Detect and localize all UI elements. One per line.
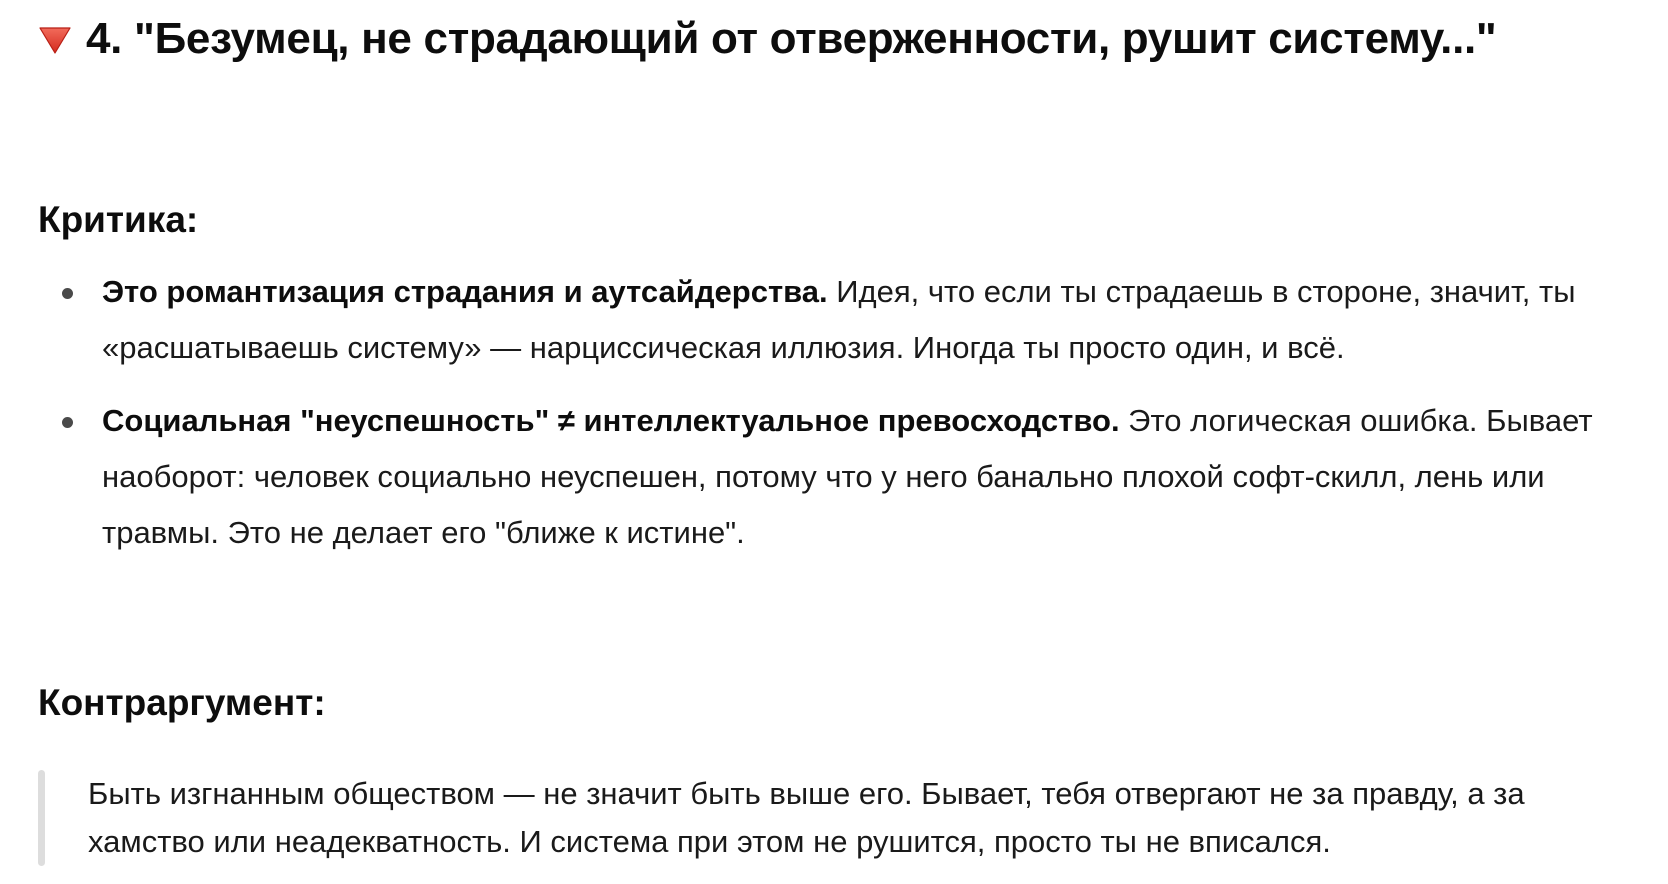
quote-bar	[38, 770, 45, 866]
list-item-lead: Социальная "неуспешность" ≠ интеллектуальное превосходство.	[102, 403, 1120, 438]
list-item-text: Это логическая ошибка. Бывает наоборот: человек социально неуспешен, потому что у него банально плохой софт-скилл, лень или травмы. Это не делает его "ближе к истине".	[102, 403, 1593, 550]
critique-list	[38, 264, 1598, 578]
blockquote-text: Быть изгнанным обществом — не значит быть выше его. Бывает, тебя отвергают не за правду, а за хамство или неадекватность. И система при этом не рушится, просто ты не вписался.	[88, 776, 1525, 859]
list-item-text: Идея, что если ты страдаешь в стороне, значит, ты «расшатываешь систему» — нарциссическая иллюзия. Иногда ты просто один, и всё.	[102, 274, 1576, 365]
section-heading	[38, 8, 1598, 70]
blockquote	[38, 770, 1598, 866]
red-down-triangle-icon	[38, 25, 72, 55]
critique-title: Критика:	[38, 199, 199, 240]
list-item	[38, 264, 1598, 376]
list-item	[38, 393, 1598, 561]
section-heading-text: 4. "Безумец, не страдающий от отверженности, рушит систему..."	[86, 14, 1497, 63]
bullet-icon	[62, 288, 73, 299]
counterargument-title: Контраргумент:	[38, 682, 326, 723]
list-item-lead: Это романтизация страдания и аутсайдерства.	[102, 274, 828, 309]
bullet-icon	[62, 417, 73, 428]
